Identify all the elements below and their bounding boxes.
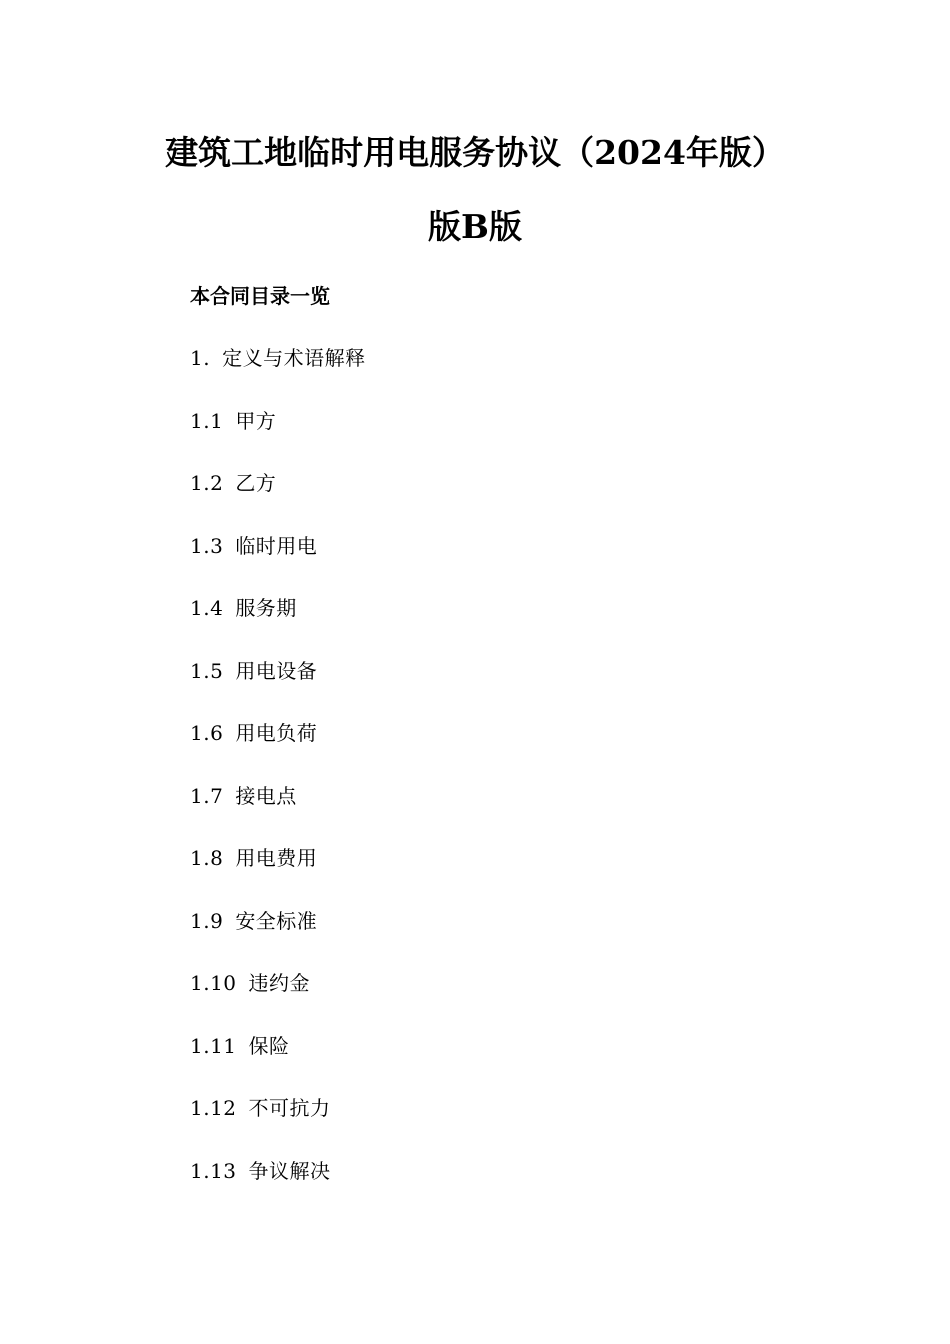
toc-item-number: 1.12	[190, 1096, 237, 1120]
toc-item	[190, 533, 366, 596]
document-title: 建筑工地临时用电服务协议（2024年版）	[165, 133, 785, 172]
toc-item-text: 定义与术语解释	[222, 346, 366, 370]
toc-item-number: 1.	[190, 346, 211, 370]
document-subtitle: 版B版	[428, 207, 522, 246]
toc-item	[190, 970, 366, 1033]
toc-item-text: 不可抗力	[248, 1096, 331, 1120]
toc-item	[190, 345, 366, 408]
toc-heading: 本合同目录一览	[190, 284, 330, 308]
toc-item-number: 1.7	[190, 783, 224, 808]
toc-item-number: 1.9	[190, 908, 224, 933]
toc-item-text: 用电设备	[235, 658, 318, 683]
toc-item	[190, 595, 366, 658]
toc-item-text: 用电费用	[235, 846, 318, 870]
toc-item-number: 1.1	[190, 408, 224, 433]
toc-item	[190, 845, 366, 908]
toc-item	[190, 720, 366, 783]
toc-item	[190, 1033, 366, 1096]
toc-item	[190, 1095, 366, 1158]
toc-item	[190, 783, 366, 846]
toc-item-number: 1.10	[190, 971, 237, 995]
toc-item-text: 服务期	[235, 596, 297, 620]
toc-item-text: 争议解决	[248, 1158, 331, 1183]
toc-item-number: 1.2	[190, 471, 224, 495]
toc-item-text: 临时用电	[235, 533, 318, 558]
toc-item-text: 安全标准	[235, 908, 318, 933]
toc-item-number: 1.4	[190, 596, 224, 620]
toc-item	[190, 908, 366, 971]
toc-item	[190, 1158, 366, 1221]
toc-item-number: 1.5	[190, 658, 224, 683]
toc-item	[190, 658, 366, 721]
toc-item-number: 1.13	[190, 1158, 237, 1183]
toc-item	[190, 470, 366, 533]
toc-item-text: 违约金	[248, 971, 311, 995]
toc-item-number: 1.11	[190, 1033, 237, 1058]
toc-item-text: 甲方	[235, 408, 277, 433]
toc-item-text: 用电负荷	[235, 721, 318, 745]
toc-item-number: 1.6	[190, 721, 224, 745]
toc-item-number: 1.8	[190, 846, 224, 870]
toc-item-text: 乙方	[235, 471, 277, 495]
toc-item	[190, 408, 366, 471]
toc-item-text: 保险	[248, 1033, 290, 1058]
toc-item-text: 接电点	[235, 783, 297, 808]
toc-item-number: 1.3	[190, 533, 224, 558]
toc-list	[190, 345, 366, 1220]
